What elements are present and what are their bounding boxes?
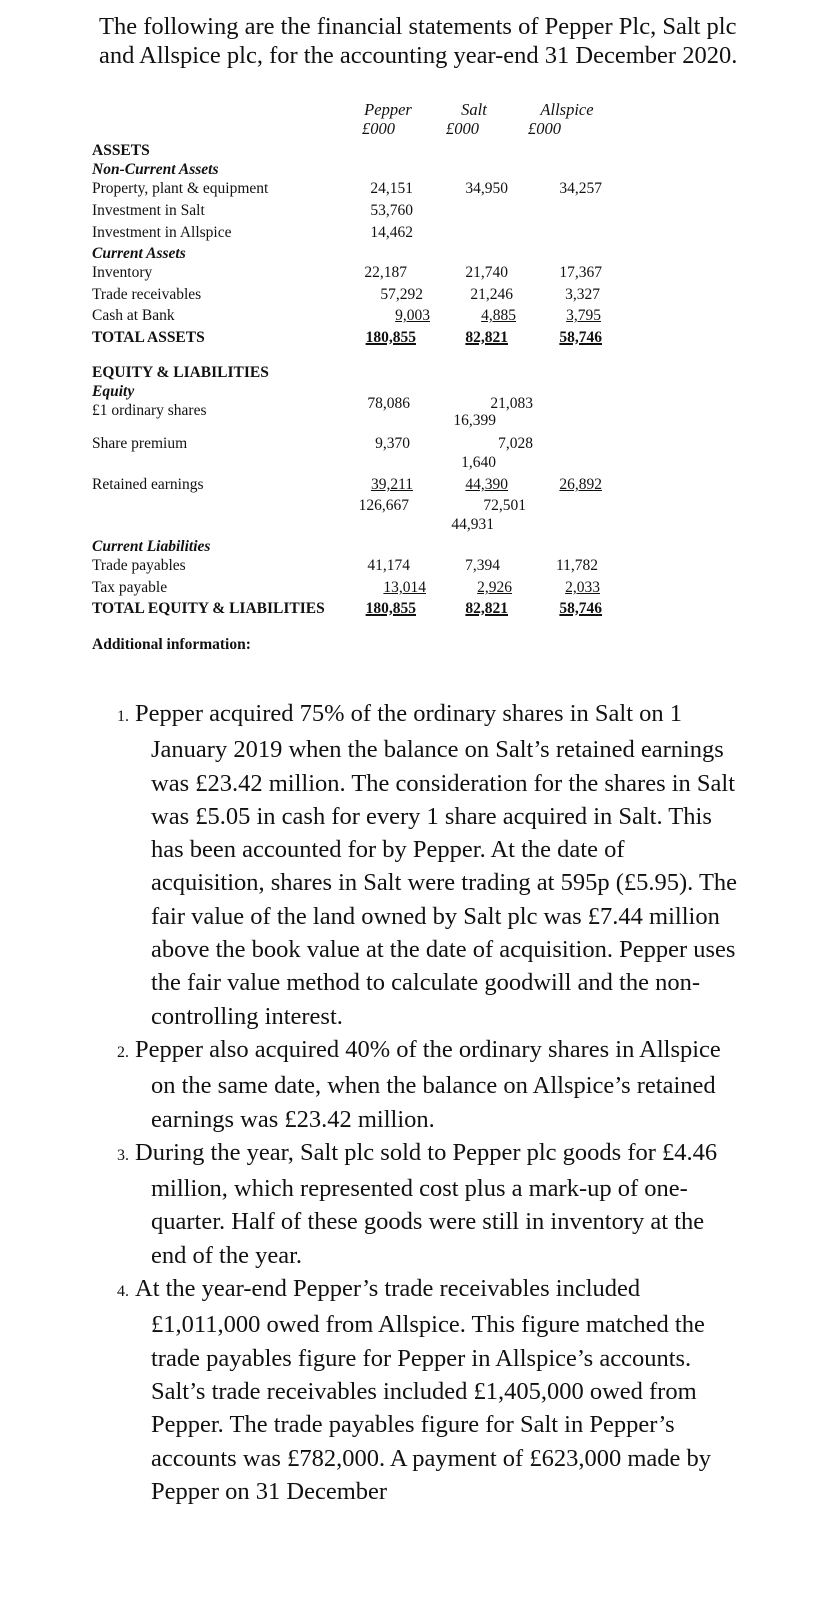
value-pepper-cash: 9,003 bbox=[395, 307, 430, 324]
value-pepper-investment-salt: 53,760 bbox=[370, 202, 413, 219]
additional-info-heading: Additional information: bbox=[92, 636, 251, 653]
row-label-share-premium: Share premium bbox=[92, 435, 188, 452]
item-text: Pepper also acquired 40% of the ordinary shares in Allspice on the same date, when the balance on Allspice’s retained earnings was £23.42 million. bbox=[135, 1035, 721, 1133]
col-unit: £000 bbox=[528, 119, 561, 138]
item-number: 2. bbox=[117, 1043, 129, 1061]
item-number: 3. bbox=[117, 1146, 129, 1164]
value-pepper-share-premium: 9,370 bbox=[375, 435, 410, 452]
col-header-allspice bbox=[526, 100, 608, 138]
value-pepper-investment-allspice: 14,462 bbox=[370, 224, 413, 241]
col-name: Allspice bbox=[540, 100, 594, 119]
intro-paragraph: The following are the financial statements of Pepper Plc, Salt plc and Allspice plc, for the accounting year-end 31 December 2020. bbox=[99, 13, 738, 69]
col-unit: £000 bbox=[362, 119, 395, 138]
value-pepper-tax-payable: 13,014 bbox=[383, 579, 426, 596]
value-pepper-ppe: 24,151 bbox=[370, 180, 413, 197]
value-allspice-total-assets: 58,746 bbox=[559, 329, 602, 346]
value-salt-trade-payables: 7,394 bbox=[465, 557, 500, 574]
col-header-salt bbox=[438, 100, 510, 138]
value-salt-receivables: 21,246 bbox=[470, 286, 513, 303]
value-salt-share-premium: 7,028 bbox=[498, 435, 533, 452]
col-unit: £000 bbox=[446, 119, 479, 138]
section-assets: ASSETS bbox=[92, 142, 150, 159]
col-name: Pepper bbox=[364, 100, 412, 119]
row-label-investment-salt: Investment in Salt bbox=[92, 202, 205, 219]
value-salt-ppe: 34,950 bbox=[465, 180, 508, 197]
row-label-investment-allspice: Investment in Allspice bbox=[92, 224, 232, 241]
list-item bbox=[99, 1136, 739, 1272]
value-pepper-trade-payables: 41,174 bbox=[367, 557, 410, 574]
list-item bbox=[99, 697, 739, 1033]
value-allspice-retained-earnings: 26,892 bbox=[559, 476, 602, 493]
value-salt-equity-total: 72,501 bbox=[483, 497, 526, 514]
row-label-receivables: Trade receivables bbox=[92, 286, 202, 303]
value-pepper-ordinary-shares: 78,086 bbox=[367, 395, 410, 412]
row-label-tax-payable: Tax payable bbox=[92, 579, 168, 596]
section-current-liabilities: Current Liabilities bbox=[92, 538, 211, 555]
value-pepper-receivables: 57,292 bbox=[380, 286, 423, 303]
value-pepper-inventory: 22,187 bbox=[364, 264, 407, 281]
item-number: 4. bbox=[117, 1283, 129, 1301]
value-allspice-trade-payables: 11,782 bbox=[555, 557, 598, 574]
section-current-assets: Current Assets bbox=[92, 245, 186, 262]
value-pepper-retained-earnings: 39,211 bbox=[370, 476, 413, 493]
row-label-trade-payables: Trade payables bbox=[92, 557, 186, 574]
additional-info-list bbox=[99, 697, 739, 1508]
row-label-ordinary-shares: £1 ordinary shares bbox=[92, 402, 207, 419]
item-text: Pepper acquired 75% of the ordinary shares in Salt on 1 January 2019 when the balance on Salt’s retained earnings was £23.42 million. The consideration for the shares in Salt was £5.05 in cash for every 1 share acquired in Salt. This has been accounted for by Pepper. At the date of acquisition, shares in Salt were trading at 595p (£5.95). The fair value of the land owned by Salt plc was £7.44 million above the book value at the date of acquisition. Pepper uses the fair value method to calculate goodwill and the non-controlling interest. bbox=[135, 700, 738, 1030]
value-pepper-total-assets: 180,855 bbox=[365, 329, 416, 346]
value-salt-share-premium-2: 1,640 bbox=[461, 454, 496, 471]
value-salt-inventory: 21,740 bbox=[465, 264, 508, 281]
value-allspice-total-equity-liabilities: 58,746 bbox=[559, 600, 602, 617]
col-header-pepper bbox=[352, 100, 424, 138]
value-pepper-equity-total: 126,667 bbox=[358, 497, 409, 514]
row-label-inventory: Inventory bbox=[92, 264, 153, 281]
value-salt-retained-earnings: 44,390 bbox=[465, 476, 508, 493]
value-salt-total-assets: 82,821 bbox=[465, 329, 508, 346]
row-label-total-equity-liabilities: TOTAL EQUITY & LIABILITIES bbox=[92, 600, 325, 617]
value-salt-cash: 4,885 bbox=[481, 307, 516, 324]
row-label-retained-earnings: Retained earnings bbox=[92, 476, 204, 493]
value-allspice-cash: 3,795 bbox=[566, 307, 601, 324]
section-equity: Equity bbox=[92, 383, 135, 400]
item-text: At the year-end Pepper’s trade receivables included £1,011,000 owed from Allspice. This figure matched the trade payables figure for Pepper in Allspice’s accounts. Salt’s trade receivables included £1,405,000 owed from Pepper. The trade payables figure for Salt in Pepper’s accounts was £782,000. A payment of £623,000 made by Pepper on 31 December bbox=[135, 1275, 712, 1505]
row-label-total-assets: TOTAL ASSETS bbox=[92, 329, 205, 346]
item-text: During the year, Salt plc sold to Pepper plc goods for £4.46 million, which represented cost plus a mark-up of one-quarter. Half of these goods were still in inventory at the end of the year. bbox=[135, 1138, 718, 1269]
item-number: 1. bbox=[117, 708, 129, 725]
section-equity-liabilities: EQUITY & LIABILITIES bbox=[92, 364, 269, 381]
col-name: Salt bbox=[461, 100, 487, 119]
value-allspice-receivables: 3,327 bbox=[565, 286, 600, 303]
row-label-cash: Cash at Bank bbox=[92, 307, 175, 324]
section-non-current-assets: Non-Current Assets bbox=[92, 161, 219, 178]
list-item bbox=[99, 1033, 739, 1136]
list-item bbox=[99, 1272, 739, 1508]
value-allspice-ppe: 34,257 bbox=[559, 180, 602, 197]
value-salt-ordinary-shares: 21,083 bbox=[490, 395, 533, 412]
value-allspice-inventory: 17,367 bbox=[559, 264, 602, 281]
row-label-ppe: Property, plant & equipment bbox=[92, 180, 269, 197]
value-salt-tax-payable: 2,926 bbox=[477, 579, 512, 596]
value-salt-ordinary-shares-2: 16,399 bbox=[453, 412, 496, 429]
value-pepper-total-equity-liabilities: 180,855 bbox=[365, 600, 416, 617]
value-allspice-tax-payable: 2,033 bbox=[565, 579, 600, 596]
value-salt-total-equity-liabilities: 82,821 bbox=[465, 600, 508, 617]
value-salt-equity-total-2: 44,931 bbox=[451, 516, 494, 533]
